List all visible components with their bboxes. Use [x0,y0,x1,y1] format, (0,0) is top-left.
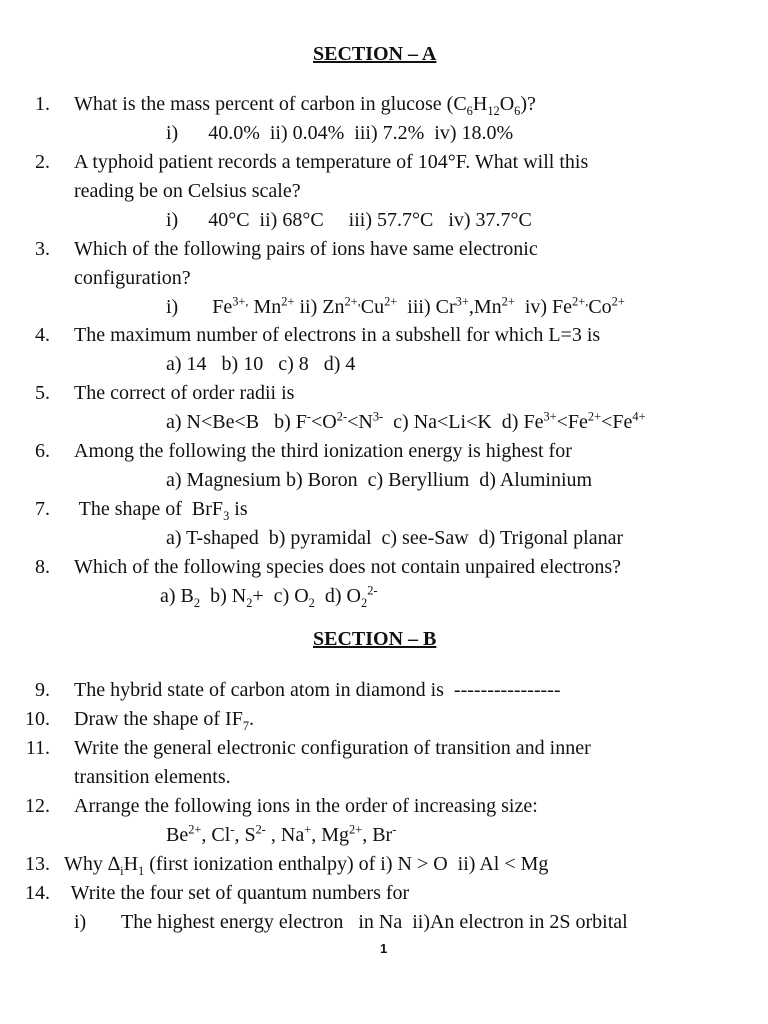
question-11-text-line1: Write the general electronic configuration of transition and inner [74,737,591,759]
question-2-options: i) 40°C ii) 68°C iii) 57.7°C iv) 37.7°C [166,209,532,231]
question-10-number: 10. [25,708,50,730]
question-7-text: The shape of BrF$_3$ is [74,498,248,523]
question-5-options: a) N<Be<B b) $F^-<O^{2-}<N^{3-}$ c) Na<Li<K d) $Fe^{3+}<Fe^{2+}<Fe^{4+}$ [166,409,646,433]
question-2-text-line1: A typhoid patient records a temperature of 104°F. What will this [74,151,589,173]
question-4-number: 4. [35,324,50,346]
question-4-text: The maximum number of electrons in a subshell for which L=3 is [74,324,601,346]
question-12-text: Arrange the following ions in the order of increasing size: [74,795,538,817]
question-6-options: a) Magnesium b) Boron c) Beryllium d) Aluminium [166,469,593,491]
question-5-number: 5. [35,382,50,404]
question-1-options: i) 40.0% ii) 0.04% iii) 7.2% iv) 18.0% [166,122,514,144]
question-3-text-line2: configuration? [74,267,191,289]
question-14-sub-text: The highest energy electron in Na ii)An electron in 2S orbital [121,911,628,933]
section-b-title: SECTION – B [313,628,437,650]
question-13-number: 13. [25,853,50,875]
question-14-sub-i-label: i) [74,911,87,933]
question-3-options: i) $Fe^{3+,}$ $Mn^{2+}$ ii) $Zn^{2+,}Cu^{2+}$ iii) $Cr^{3+},Mn^{2+}$ iv) $Fe^{2+,}Co^{2+}$ [166,294,625,318]
section-a-title: SECTION – A [313,43,437,65]
question-11-text-line2: transition elements. [74,766,231,788]
question-1-number: 1. [35,93,50,115]
question-8-number: 8. [35,556,50,578]
question-7-number: 7. [35,498,50,520]
question-14-text: Write the four set of quantum numbers for [66,882,410,904]
question-2-number: 2. [35,151,50,173]
question-3-text-line1: Which of the following pairs of ions have same electronic [74,238,538,260]
question-2-text-line2: reading be on Celsius scale? [74,180,301,202]
question-8-text: Which of the following species does not contain unpaired electrons? [74,556,622,578]
question-5-text: The correct of order radii is [74,382,295,404]
page-number: 1 [380,941,388,956]
question-6-number: 6. [35,440,50,462]
question-14-number: 14. [25,882,50,904]
question-7-options: a) T-shaped b) pyramidal c) see-Saw d) Trigonal planar [166,527,624,549]
question-10-text: Draw the shape of $IF_7$. [74,708,255,733]
question-6-text: Among the following the third ionization energy is highest for [74,440,572,462]
question-1-text: What is the mass percent of carbon in glucose $(C_6H_{12}O_6)$? [74,93,536,118]
question-8-options: a) $B_2$ b) $N_2+ c$) $O_2$ d) $O_2^{2-}$ [160,583,378,610]
question-13-text: Why $\Delta_iH_1$ (first ionization enthalpy) of i) N > O ii) Al < Mg [64,853,549,878]
question-9-text: The hybrid state of carbon atom in diamond is ---------------- [74,679,561,701]
question-11-number: 11. [25,737,50,759]
question-12-ions: $Be^{2+}$, Cl-, $S^{2-}$ , Na+, $Mg^{2+}$, Br- [166,822,397,846]
question-9-number: 9. [35,679,50,701]
question-3-number: 3. [35,238,50,260]
question-12-number: 12. [25,795,50,817]
question-4-options: a) 14 b) 10 c) 8 d) 4 [166,353,356,375]
